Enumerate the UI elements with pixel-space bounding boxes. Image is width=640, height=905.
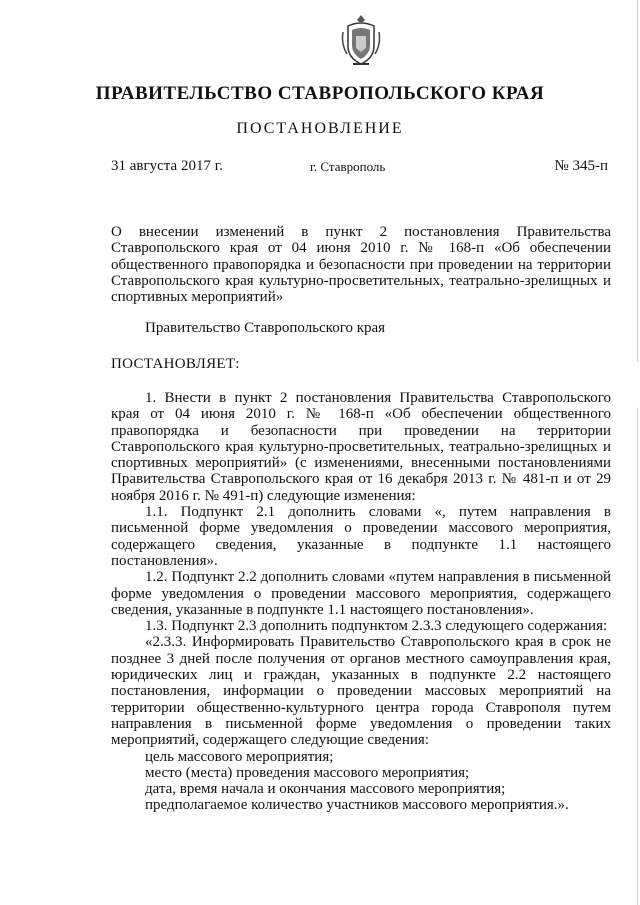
paragraph: «2.3.3. Информировать Правительство Ставропольского края в срок не позднее 3 дней после получения от органов местного самоуправления края, юридических лиц и граждан, указанных в подпункте 2.2 настоящего постановления, информации о проведении массовых мероприятий на территории общественно-культурного центра города Ставрополя путем направления в письменной форме уведомления о проведении таких мероприятий, содержащего следующие сведения: (111, 634, 611, 749)
issuing-body: Правительство Ставропольского края (145, 320, 386, 336)
org-header: ПРАВИТЕЛЬСТВО СТАВРОПОЛЬСКОГО КРАЯ (95, 83, 545, 104)
paragraph: 1.3. Подпункт 2.3 дополнить подпунктом 2.3.3 следующего содержания: (145, 618, 608, 635)
list-item: дата, время начала и окончания массового мероприятия; (145, 781, 506, 798)
document-type: ПОСТАНОВЛЕНИЕ (236, 120, 404, 137)
decree-word: ПОСТАНОВЛЯЕТ: (111, 356, 240, 372)
title-text: О внесении изменений в пункт 2 постановления Правительства Ставропольского края от 04 июня 2010 г. № 168-п «Об обеспечении общественного правопорядка и безопасности при проведении на территории Ставропольского края культурно-просветительных, театрально-зрелищных и спортивных мероприятий» (111, 224, 611, 306)
paragraph: 1.1. Подпункт 2.1 дополнить словами «, путем направления в письменной форме уведомления о проведении массового мероприятия, содержащего сведения, указанные в подпункте 1.1 настоящего постановления». (111, 504, 611, 569)
document-body (111, 390, 611, 814)
coat-of-arms-emblem (339, 12, 383, 70)
document-title (111, 224, 611, 305)
document-number: № 345-п (554, 158, 608, 174)
scan-edge-line (637, 0, 638, 905)
document-city: г. Ставрополь (310, 159, 386, 174)
paragraph: 1. Внести в пункт 2 постановления Правительства Ставропольского края от 04 июня 2010 г. № 168-п «Об обеспечении общественного правопорядка и безопасности при проведении на территории Ставропольского края культурно-просветительных, театрально-зрелищных и спортивных мероприятий» (с изменениями, внесенными постановлениями Правительства Ставропольского края от 16 декабря 2013 г. № 481-п и от 29 ноября 2016 г. № 491-п) следующие изменения: (111, 390, 611, 504)
list-item: цель массового мероприятия; (145, 748, 334, 765)
document-date: 31 августа 2017 г. (111, 158, 223, 174)
paragraph: 1.2. Подпункт 2.2 дополнить словами «путем направления в письменной форме уведомления о проведении массового мероприятия, содержащего сведения, указанные в подпункте 1.1 настоящего постановления». (111, 569, 611, 618)
list-item: место (места) проведения массового мероприятия; (145, 764, 470, 781)
list-item: предполагаемое количество участников массового мероприятия.». (145, 797, 569, 814)
